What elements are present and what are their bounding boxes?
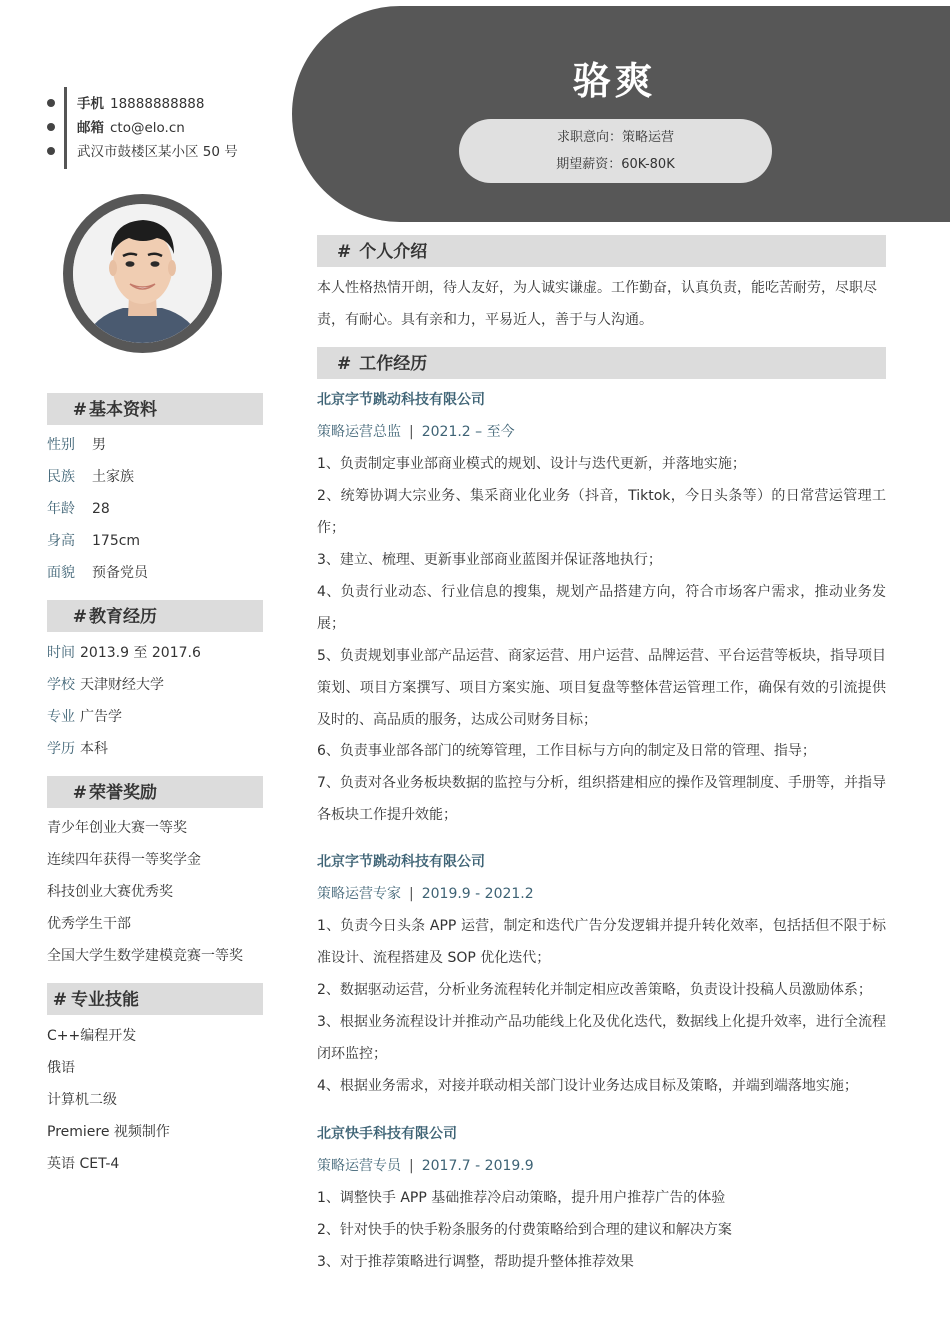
section-title: 教育经历 (89, 607, 157, 627)
section-work (317, 347, 886, 379)
hash-icon: # (52, 990, 67, 1010)
job-company: 北京字节跳动科技有限公司 (317, 392, 485, 408)
intent-label: 求职意向： (556, 130, 622, 145)
field-key: 年龄 (47, 501, 75, 517)
candidate-name: 骆爽 (572, 59, 657, 103)
education-row (47, 637, 263, 669)
basic-row (47, 429, 263, 461)
honor-item: 连续四年获得一等奖学金 (47, 852, 201, 868)
salary-label: 期望薪资： (556, 157, 622, 172)
salary-value: 60K-80K (621, 157, 675, 172)
separator: | (409, 1158, 414, 1174)
field-key: 面貌 (47, 565, 75, 581)
field-value: 175cm (92, 533, 141, 549)
skill-item: C++编程开发 (47, 1028, 137, 1044)
phone-value: 18888888888 (110, 96, 205, 112)
job-duty: 4、根据业务需求，对接并联动相关部门设计业务达成目标及策略，并端到端落地实施； (317, 1078, 858, 1094)
field-key: 学历 (47, 741, 75, 757)
intent-value: 策略运营 (622, 130, 675, 145)
section-title: 专业技能 (71, 990, 139, 1010)
section-intro (317, 235, 886, 267)
separator: | (409, 886, 414, 902)
bullet-icon (47, 123, 55, 131)
job-duty: 1、调整快手 APP 基础推荐冷启动策略，提升用户推荐广告的体验 (317, 1190, 726, 1206)
section-education (47, 600, 263, 632)
field-value: 28 (92, 501, 110, 517)
honor-item: 青少年创业大赛一等奖 (47, 820, 187, 836)
role-period: 2019.9 - 2021.2 (421, 886, 534, 902)
field-key: 民族 (47, 469, 75, 485)
job-intent-pill (459, 119, 772, 183)
honor-item: 优秀学生干部 (47, 916, 131, 932)
skill-item: Premiere 视频制作 (47, 1124, 170, 1140)
field-value: 2013.9 至 2017.6 (80, 645, 201, 661)
skill-item: 计算机二级 (47, 1092, 117, 1108)
email-label: 邮箱 (77, 120, 104, 136)
job-company: 北京快手科技有限公司 (317, 1126, 457, 1142)
basic-row (47, 557, 263, 589)
job-duty: 3、根据业务流程设计并推动产品功能线上化及优化迭代，数据线上化提升效率，进行全流程闭环监控； (317, 1014, 886, 1062)
email-value: cto@elo.cn (110, 120, 185, 136)
contact-address (47, 140, 238, 164)
section-title: 荣誉奖励 (89, 783, 157, 803)
basic-row (47, 493, 263, 525)
bullet-icon (47, 99, 55, 107)
hash-icon: # (337, 242, 352, 262)
job-duty: 3、建立、梳理、更新事业部商业蓝图并保证落地执行； (317, 552, 662, 568)
section-title: 工作经历 (359, 354, 428, 374)
job-duty: 2、数据驱动运营，分析业务流程转化并制定相应改善策略，负责设计投稿人员激励体系； (317, 982, 872, 998)
role-title: 策略运营专员 (317, 1158, 401, 1174)
role-title: 策略运营专家 (317, 886, 401, 902)
hash-icon: # (72, 400, 87, 420)
job-company: 北京字节跳动科技有限公司 (317, 854, 485, 870)
section-basic-info (47, 393, 263, 425)
honor-item: 全国大学生数学建模竞赛一等奖 (47, 948, 243, 964)
field-value: 本科 (80, 741, 108, 757)
section-title: 基本资料 (89, 400, 157, 420)
section-skills (47, 983, 263, 1015)
field-key: 时间 (47, 645, 75, 661)
honor-item: 科技创业大赛优秀奖 (47, 884, 173, 900)
phone-label: 手机 (77, 96, 104, 112)
avatar (73, 204, 212, 343)
hash-icon: # (72, 607, 87, 627)
field-value: 土家族 (92, 469, 134, 485)
role-title: 策略运营总监 (317, 424, 401, 440)
contact-email (47, 116, 185, 140)
field-key: 专业 (47, 709, 75, 725)
bullet-icon (47, 147, 55, 155)
field-value: 预备党员 (92, 565, 148, 581)
separator: | (409, 424, 414, 440)
role-period: 2021.2 – 至今 (421, 424, 515, 440)
job-role (317, 416, 515, 448)
section-honors (47, 776, 263, 808)
job-duty: 1、负责制定事业部商业模式的规划、设计与迭代更新，并落地实施； (317, 456, 746, 472)
field-key: 身高 (47, 533, 75, 549)
job-duty: 2、针对快手的快手粉条服务的付费策略给到合理的建议和解决方案 (317, 1222, 732, 1238)
skill-item: 英语 CET-4 (47, 1156, 120, 1172)
job-duty: 4、负责行业动态、行业信息的搜集，规划产品搭建方向，符合市场客户需求，推动业务发展； (317, 584, 886, 632)
basic-row (47, 525, 263, 557)
job-duty: 7、负责对各业务板块数据的监控与分析，组织搭建相应的操作及管理制度、手册等，并指导各板块工作提升效能； (317, 775, 886, 823)
job-duty: 6、负责事业部各部门的统筹管理，工作目标与方向的制定及日常的管理、指导； (317, 743, 816, 759)
hash-icon: # (337, 354, 352, 374)
job-role (317, 1150, 534, 1182)
basic-row (47, 461, 263, 493)
portrait-icon (73, 204, 212, 343)
address-value: 武汉市鼓楼区某小区 50 号 (77, 144, 238, 160)
contact-phone (47, 92, 204, 116)
job-duty: 5、负责规划事业部产品运营、商家运营、用户运营、品牌运营、平台运营等板块，指导项目策划、项目方案撰写、项目方案实施、项目复盘等整体营运管理工作，确保有效的引流提供及时的、高品质的服务，达成公司财务目标； (317, 648, 886, 728)
field-key: 性别 (47, 437, 75, 453)
education-row (47, 669, 263, 701)
education-row (47, 733, 263, 765)
job-role (317, 878, 534, 910)
education-row (47, 701, 263, 733)
job-duty: 2、统筹协调大宗业务、集采商业化业务（抖音，Tiktok，今日头条等）的日常营运管理工作； (317, 488, 886, 536)
section-title: 个人介绍 (359, 242, 428, 262)
job-duty: 1、负责今日头条 APP 运营，制定和迭代广告分发逻辑并提升转化效率，包括括但不限于标准设计、流程搭建及 SOP 优化迭代； (317, 918, 886, 966)
intro-text: 本人性格热情开朗，待人友好，为人诚实谦虚。工作勤奋，认真负责，能吃苦耐劳，尽职尽责，有耐心。具有亲和力，平易近人，善于与人沟通。 (317, 280, 877, 328)
hash-icon: # (72, 783, 87, 803)
field-key: 学校 (47, 677, 75, 693)
job-duty: 3、对于推荐策略进行调整，帮助提升整体推荐效果 (317, 1254, 634, 1270)
field-value: 男 (92, 437, 106, 453)
field-value: 天津财经大学 (80, 677, 164, 693)
role-period: 2017.7 - 2019.9 (421, 1158, 534, 1174)
header-banner (292, 6, 950, 222)
field-value: 广告学 (80, 709, 122, 725)
skill-item: 俄语 (47, 1060, 75, 1076)
